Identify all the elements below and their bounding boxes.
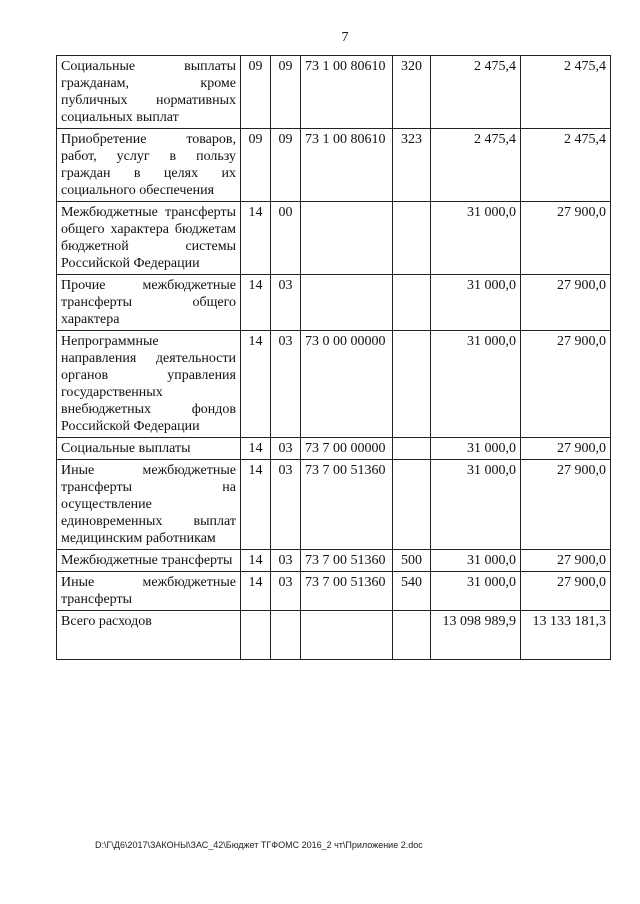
row-section: 09 bbox=[241, 129, 271, 202]
row-subsection: 09 bbox=[271, 56, 301, 129]
row-section: 14 bbox=[241, 202, 271, 275]
total-subsection bbox=[271, 611, 301, 660]
row-sum-1: 31 000,0 bbox=[431, 275, 521, 331]
row-target-code: 73 7 00 51360 bbox=[301, 460, 393, 550]
row-target-code: 73 7 00 51360 bbox=[301, 550, 393, 572]
table-row bbox=[57, 129, 611, 202]
row-expense-type bbox=[393, 438, 431, 460]
total-sum-1: 13 098 989,9 bbox=[431, 611, 521, 660]
row-name: Иные межбюджетные трансферты bbox=[57, 572, 241, 611]
row-sum-2: 2 475,4 bbox=[521, 129, 611, 202]
row-name: Межбюджетные трансферты общего характера бюджетам бюджетной системы Российской Федерации bbox=[57, 202, 241, 275]
row-expense-type bbox=[393, 202, 431, 275]
row-sum-1: 2 475,4 bbox=[431, 56, 521, 129]
row-sum-2: 27 900,0 bbox=[521, 550, 611, 572]
row-sum-2: 27 900,0 bbox=[521, 202, 611, 275]
row-sum-2: 27 900,0 bbox=[521, 275, 611, 331]
row-target-code: 73 0 00 00000 bbox=[301, 331, 393, 438]
row-sum-2: 2 475,4 bbox=[521, 56, 611, 129]
row-name: Межбюджетные трансферты bbox=[57, 550, 241, 572]
row-sum-1: 31 000,0 bbox=[431, 572, 521, 611]
row-sum-2: 27 900,0 bbox=[521, 572, 611, 611]
total-label: Всего расходов bbox=[57, 611, 241, 660]
row-subsection: 03 bbox=[271, 572, 301, 611]
row-expense-type bbox=[393, 275, 431, 331]
row-section: 14 bbox=[241, 275, 271, 331]
row-section: 14 bbox=[241, 550, 271, 572]
row-expense-type: 320 bbox=[393, 56, 431, 129]
row-subsection: 03 bbox=[271, 550, 301, 572]
row-target-code bbox=[301, 202, 393, 275]
table-row bbox=[57, 56, 611, 129]
row-section: 14 bbox=[241, 438, 271, 460]
row-sum-2: 27 900,0 bbox=[521, 438, 611, 460]
total-target-code bbox=[301, 611, 393, 660]
page-number: 7 bbox=[341, 30, 349, 45]
row-section: 14 bbox=[241, 572, 271, 611]
row-name: Социальные выплаты bbox=[57, 438, 241, 460]
row-section: 14 bbox=[241, 460, 271, 550]
row-target-code: 73 7 00 51360 bbox=[301, 572, 393, 611]
row-sum-1: 31 000,0 bbox=[431, 438, 521, 460]
table-row bbox=[57, 438, 611, 460]
row-subsection: 09 bbox=[271, 129, 301, 202]
row-section: 09 bbox=[241, 56, 271, 129]
row-target-code bbox=[301, 275, 393, 331]
total-sum-2: 13 133 181,3 bbox=[521, 611, 611, 660]
row-sum-1: 2 475,4 bbox=[431, 129, 521, 202]
total-section bbox=[241, 611, 271, 660]
row-section: 14 bbox=[241, 331, 271, 438]
row-subsection: 03 bbox=[271, 460, 301, 550]
row-subsection: 03 bbox=[271, 438, 301, 460]
budget-table bbox=[56, 55, 611, 660]
row-sum-1: 31 000,0 bbox=[431, 331, 521, 438]
row-sum-1: 31 000,0 bbox=[431, 550, 521, 572]
table-row bbox=[57, 275, 611, 331]
row-expense-type bbox=[393, 460, 431, 550]
row-name: Иные межбюджетные трансферты на осуществление единовременных выплат медицинским работникам bbox=[57, 460, 241, 550]
row-subsection: 03 bbox=[271, 331, 301, 438]
table-row bbox=[57, 572, 611, 611]
row-name: Прочие межбюджетные трансферты общего характера bbox=[57, 275, 241, 331]
row-name: Непрограммные направления деятельности органов управления государственных внебюджетных фондов Российской Федерации bbox=[57, 331, 241, 438]
table-row bbox=[57, 331, 611, 438]
row-sum-1: 31 000,0 bbox=[431, 202, 521, 275]
row-expense-type: 500 bbox=[393, 550, 431, 572]
row-target-code: 73 1 00 80610 bbox=[301, 56, 393, 129]
row-sum-2: 27 900,0 bbox=[521, 460, 611, 550]
row-subsection: 00 bbox=[271, 202, 301, 275]
row-target-code: 73 7 00 00000 bbox=[301, 438, 393, 460]
row-target-code: 73 1 00 80610 bbox=[301, 129, 393, 202]
row-subsection: 03 bbox=[271, 275, 301, 331]
file-path-footer: D:\Г\Д6\2017\ЗАКОНЫ\ЗАС_42\Бюджет ТГФОМС 2016_2 чт\Приложение 2.doc bbox=[95, 840, 423, 850]
table-row bbox=[57, 202, 611, 275]
table-row bbox=[57, 460, 611, 550]
row-expense-type: 540 bbox=[393, 572, 431, 611]
row-sum-2: 27 900,0 bbox=[521, 331, 611, 438]
row-name: Социальные выплаты гражданам, кроме публичных нормативных социальных выплат bbox=[57, 56, 241, 129]
row-name: Приобретение товаров, работ, услуг в пользу граждан в целях их социального обеспечения bbox=[57, 129, 241, 202]
total-expense-type bbox=[393, 611, 431, 660]
row-expense-type bbox=[393, 331, 431, 438]
table-row bbox=[57, 550, 611, 572]
row-expense-type: 323 bbox=[393, 129, 431, 202]
total-row bbox=[57, 611, 611, 660]
row-sum-1: 31 000,0 bbox=[431, 460, 521, 550]
